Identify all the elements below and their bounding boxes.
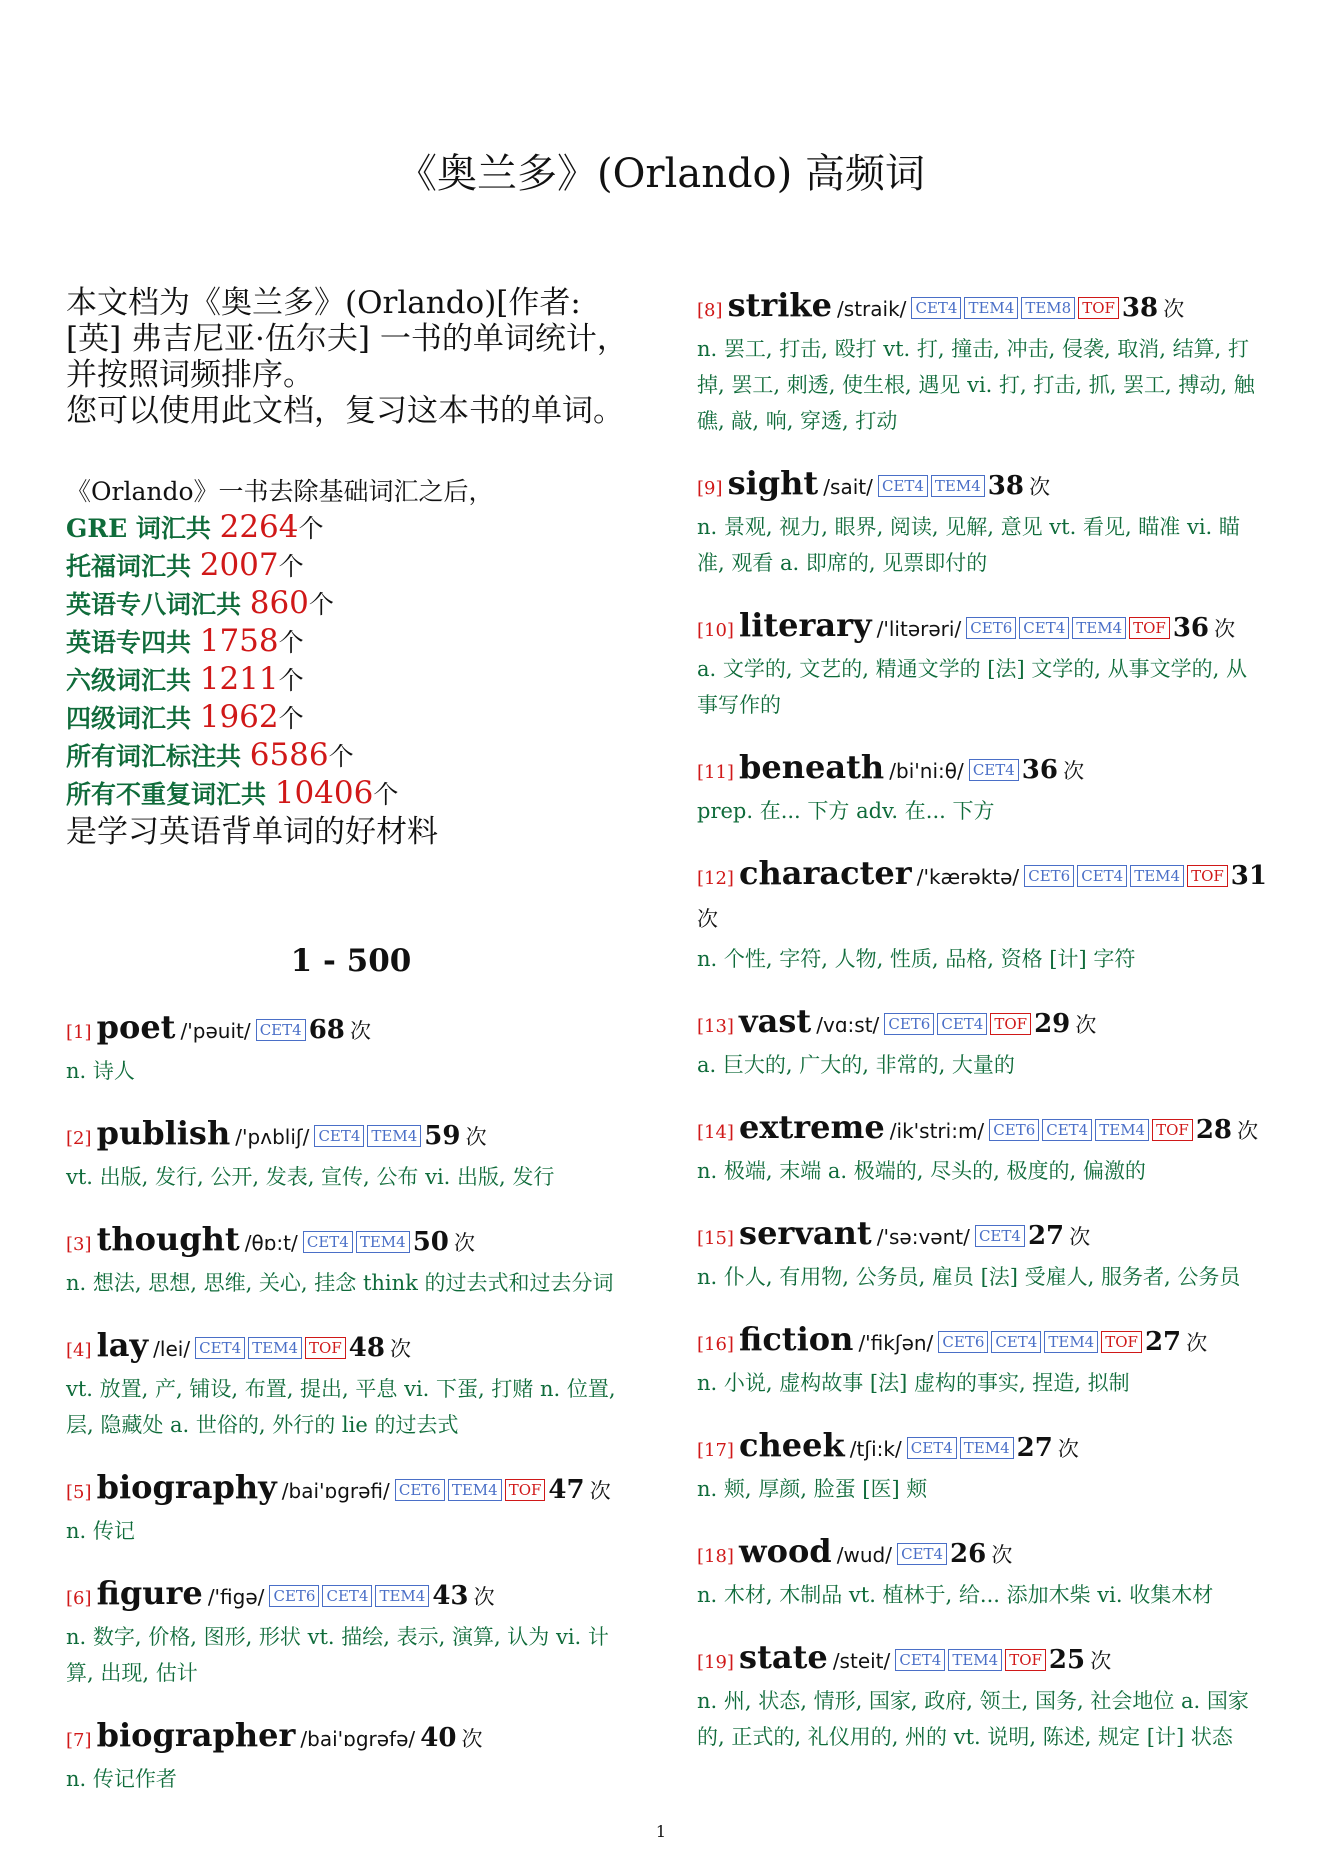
- count-suffix: 次: [1069, 1225, 1091, 1249]
- entry-head: [66, 1007, 636, 1053]
- frequency-count: 59: [424, 1121, 461, 1151]
- count-suffix: 次: [1163, 297, 1185, 321]
- definition: n. 州, 状态, 情形, 国家, 政府, 领土, 国务, 社会地位 a. 国家的, 正式的, 礼仪用的, 州的 vt. 说明, 陈述, 规定 [计] 状态: [697, 1689, 1249, 1749]
- stat-number: 2264: [219, 509, 299, 545]
- phonetic: /'kærəktə/: [916, 865, 1020, 889]
- definition: n. 数字, 价格, 图形, 形状 vt. 描绘, 表示, 演算, 认为 vi. 计算, 出现, 估计: [66, 1625, 609, 1685]
- entry-head: [66, 1113, 636, 1159]
- entry-index: [16]: [697, 1334, 734, 1355]
- phonetic: /'pəuit/: [180, 1019, 251, 1043]
- stat-line: [66, 509, 636, 547]
- definition: a. 巨大的, 广大的, 非常的, 大量的: [697, 1053, 1015, 1077]
- phonetic: /steit/: [832, 1649, 891, 1673]
- stat-unit: 个: [278, 628, 304, 657]
- definition: n. 小说, 虚构故事 [法] 虚构的事实, 捏造, 拟制: [697, 1371, 1130, 1395]
- stat-unit: 个: [308, 590, 334, 619]
- word-entry: [697, 1213, 1267, 1295]
- phonetic: /bai'ɒgrəfə/: [300, 1727, 416, 1751]
- word-entry: [697, 1637, 1267, 1755]
- definition: n. 仆人, 有用物, 公务员, 雇员 [法] 受雇人, 服务者, 公务员: [697, 1265, 1241, 1289]
- exam-tag-cet6: CET6: [989, 1119, 1039, 1141]
- definition: n. 传记: [66, 1519, 135, 1543]
- word-entry: [697, 853, 1267, 977]
- entry-head: [697, 1213, 1267, 1259]
- stat-label: GRE 词汇共: [66, 514, 220, 543]
- definition: n. 诗人: [66, 1059, 135, 1083]
- word-entry: [66, 1573, 636, 1691]
- exam-tag-tem4: TEM4: [1044, 1331, 1098, 1353]
- frequency-count: 40: [420, 1723, 457, 1753]
- stat-line: [66, 737, 636, 775]
- headword: poet: [96, 1008, 176, 1046]
- phonetic: /bai'ɒgrəfi/: [281, 1479, 390, 1503]
- entry-index: [15]: [697, 1228, 734, 1249]
- frequency-count: 29: [1034, 1009, 1071, 1039]
- stats-lead: 《Orlando》一书去除基础词汇之后，: [66, 477, 494, 506]
- stat-label: 四级词汇共: [66, 704, 200, 733]
- entry-head: [697, 1319, 1267, 1365]
- entry-index: [19]: [697, 1652, 734, 1673]
- exam-tag-tem4: TEM4: [248, 1337, 302, 1359]
- word-entry: [66, 1219, 636, 1301]
- word-entry: [697, 1107, 1267, 1189]
- stat-label: 英语专八词汇共: [66, 590, 250, 619]
- stat-number: 1962: [199, 699, 279, 735]
- page-number: 1: [655, 1822, 667, 1841]
- stat-unit: 个: [328, 742, 354, 771]
- word-entry: [66, 1007, 636, 1089]
- stat-line: [66, 775, 636, 813]
- stat-line: [66, 623, 636, 661]
- entry-head: [697, 1637, 1267, 1683]
- entry-head: [697, 605, 1267, 651]
- left-column: [66, 285, 636, 1821]
- exam-tag-cet4: CET4: [314, 1125, 364, 1147]
- headword: lay: [96, 1326, 149, 1364]
- exam-tag-tof: TOF: [305, 1337, 346, 1359]
- stat-label: 所有词汇标注共: [66, 742, 250, 771]
- exam-tag-tem4: TEM4: [367, 1125, 421, 1147]
- word-entry: [66, 1113, 636, 1195]
- count-suffix: 次: [1057, 1437, 1079, 1461]
- frequency-count: 43: [432, 1581, 469, 1611]
- exam-tag-tem4: TEM4: [964, 297, 1018, 319]
- frequency-count: 25: [1048, 1645, 1086, 1675]
- exam-tag-cet4: CET4: [322, 1585, 372, 1607]
- entry-index: [3]: [66, 1234, 92, 1255]
- entry-head: [697, 463, 1267, 509]
- exam-tag-tof: TOF: [1005, 1649, 1046, 1671]
- exam-tag-tof: TOF: [1101, 1331, 1142, 1353]
- entry-index: [4]: [66, 1340, 92, 1361]
- count-suffix: 次: [1063, 759, 1085, 783]
- intro-line: 本文档为《奥兰多》(Orlando)[作者:[英] 弗吉尼亚·伍尔夫] 一书的单词统计，并按照词频排序。: [66, 285, 628, 393]
- stat-unit: 个: [298, 514, 324, 543]
- stat-line: [66, 547, 636, 585]
- exam-tag-cet6: CET6: [966, 617, 1016, 639]
- exam-tag-tof: TOF: [1129, 617, 1170, 639]
- entry-head: [697, 285, 1267, 331]
- count-suffix: 次: [589, 1479, 611, 1503]
- frequency-count: 27: [1027, 1221, 1065, 1251]
- count-suffix: 次: [1237, 1119, 1259, 1143]
- count-suffix: 次: [991, 1543, 1013, 1567]
- word-list-left: [66, 1007, 636, 1797]
- entry-head: [66, 1219, 636, 1265]
- entry-head: [697, 853, 1267, 941]
- word-entry: [697, 1319, 1267, 1401]
- entry-head: [697, 1001, 1267, 1047]
- exam-tag-tof: TOF: [1152, 1119, 1193, 1141]
- exam-tag-cet4: CET4: [975, 1225, 1025, 1247]
- frequency-count: 26: [950, 1539, 987, 1569]
- count-suffix: 次: [465, 1125, 487, 1149]
- exam-tag-cet6: CET6: [1024, 865, 1074, 887]
- frequency-count: 38: [1121, 293, 1159, 323]
- frequency-count: 36: [1021, 755, 1058, 785]
- exam-tag-tem4: TEM4: [948, 1649, 1002, 1671]
- headword: sight: [727, 464, 819, 502]
- word-entry: [697, 1531, 1267, 1613]
- exam-tag-cet4: CET4: [969, 759, 1019, 781]
- entry-head: [66, 1573, 636, 1619]
- exam-tag-cet4: CET4: [937, 1013, 987, 1035]
- exam-tag-cet6: CET6: [884, 1013, 934, 1035]
- intro-line: 您可以使用此文档，复习这本书的单词。: [66, 393, 624, 429]
- stat-label: 所有不重复词汇共: [66, 780, 275, 809]
- headword: vast: [739, 1002, 812, 1040]
- exam-tag-tem4: TEM4: [1130, 865, 1184, 887]
- entry-head: [697, 1107, 1267, 1153]
- stat-unit: 个: [373, 780, 399, 809]
- stat-unit: 个: [278, 666, 304, 695]
- frequency-count: 68: [308, 1015, 345, 1045]
- definition: n. 木材, 木制品 vt. 植林于, 给... 添加木柴 vi. 收集木材: [697, 1583, 1214, 1607]
- frequency-count: 28: [1195, 1115, 1232, 1145]
- phonetic: /'fikʃən/: [858, 1331, 934, 1355]
- stat-number: 1758: [199, 623, 279, 659]
- definition: n. 个性, 字符, 人物, 性质, 品格, 资格 [计] 字符: [697, 947, 1136, 971]
- exam-tag-tem4: TEM4: [448, 1479, 502, 1501]
- phonetic: /vɑ:st/: [816, 1013, 880, 1037]
- entry-index: [1]: [66, 1022, 92, 1043]
- entry-index: [2]: [66, 1128, 92, 1149]
- entry-head: [697, 1531, 1267, 1577]
- exam-tag-cet4: CET4: [1077, 865, 1127, 887]
- exam-tag-tem4: TEM4: [1072, 617, 1126, 639]
- entry-index: [14]: [697, 1122, 734, 1143]
- exam-tag-tem4: TEM4: [931, 475, 985, 497]
- word-entry: [697, 285, 1267, 439]
- stat-number: 1211: [199, 661, 279, 697]
- frequency-count: 38: [987, 471, 1024, 501]
- exam-tag-cet4: CET4: [1042, 1119, 1092, 1141]
- exam-tag-cet4: CET4: [195, 1337, 245, 1359]
- definition: a. 文学的, 文艺的, 精通文学的 [法] 文学的, 从事文学的, 从事写作的: [697, 657, 1248, 717]
- intro: [66, 285, 636, 429]
- entry-head: [66, 1467, 636, 1513]
- frequency-count: 48: [348, 1333, 385, 1363]
- stat-number: 860: [249, 585, 309, 621]
- count-suffix: 次: [453, 1231, 475, 1255]
- phonetic: /lei/: [153, 1337, 191, 1361]
- phonetic: /tʃi:k/: [849, 1437, 902, 1461]
- word-entry: [66, 1715, 636, 1797]
- phonetic: /sait/: [823, 475, 873, 499]
- headword: biographer: [96, 1716, 296, 1754]
- exam-tag-cet4: CET4: [907, 1437, 957, 1459]
- phonetic: /'litərəri/: [876, 617, 962, 641]
- frequency-count: 31: [1230, 861, 1267, 891]
- definition: prep. 在... 下方 adv. 在... 下方: [697, 799, 995, 823]
- exam-tag-tem4: TEM4: [356, 1231, 410, 1253]
- frequency-count: 50: [412, 1227, 449, 1257]
- count-suffix: 次: [461, 1727, 483, 1751]
- count-suffix: 次: [1214, 617, 1236, 641]
- word-entry: [697, 605, 1267, 723]
- entry-index: [13]: [697, 1016, 734, 1037]
- phonetic: /'figə/: [207, 1585, 265, 1609]
- entry-index: [12]: [697, 868, 734, 889]
- count-suffix: 次: [1090, 1649, 1112, 1673]
- headword: state: [739, 1638, 828, 1676]
- headword: thought: [96, 1220, 240, 1258]
- exam-tag-cet4: CET4: [303, 1231, 353, 1253]
- entry-head: [697, 1425, 1267, 1471]
- frequency-count: 27: [1016, 1433, 1053, 1463]
- definition: n. 想法, 思想, 思维, 关心, 挂念 think 的过去式和过去分词: [66, 1271, 614, 1295]
- count-suffix: 次: [697, 907, 718, 931]
- exam-tag-tof: TOF: [1078, 297, 1119, 319]
- headword: biography: [96, 1468, 277, 1506]
- stat-line: [66, 661, 636, 699]
- stat-line: [66, 585, 636, 623]
- stat-line: [66, 699, 636, 737]
- exam-tag-tof: TOF: [1187, 865, 1228, 887]
- entry-head: [66, 1325, 636, 1371]
- frequency-count: 36: [1172, 613, 1210, 643]
- word-entry: [697, 463, 1267, 581]
- count-suffix: 次: [349, 1019, 371, 1043]
- entry-head: [66, 1715, 636, 1761]
- right-column: [697, 285, 1267, 1779]
- definition: vt. 出版, 发行, 公开, 发表, 宣传, 公布 vi. 出版, 发行: [66, 1165, 555, 1189]
- headword: wood: [739, 1532, 832, 1570]
- definition: n. 传记作者: [66, 1767, 177, 1791]
- entry-index: [6]: [66, 1588, 92, 1609]
- phonetic: /wud/: [836, 1543, 892, 1567]
- headword: figure: [96, 1574, 203, 1612]
- entry-index: [5]: [66, 1482, 92, 1503]
- phonetic: /'sə:vənt/: [876, 1225, 970, 1249]
- entry-index: [8]: [697, 300, 723, 321]
- entry-index: [7]: [66, 1730, 92, 1751]
- headword: cheek: [739, 1426, 845, 1464]
- word-entry: [66, 1467, 636, 1549]
- definition: vt. 放置, 产, 铺设, 布置, 提出, 平息 vi. 下蛋, 打赌 n. 位置, 层, 隐藏处 a. 世俗的, 外行的 lie 的过去式: [66, 1377, 616, 1437]
- word-entry: [697, 747, 1267, 829]
- frequency-count: 27: [1144, 1327, 1182, 1357]
- stat-number: 6586: [249, 737, 329, 773]
- page-title: 《奥兰多》(Orlando) 高频词: [397, 151, 925, 197]
- exam-tag-cet6: CET6: [269, 1585, 319, 1607]
- headword: literary: [739, 606, 872, 644]
- headword: publish: [96, 1114, 231, 1152]
- count-suffix: 次: [1075, 1013, 1097, 1037]
- headword: strike: [727, 286, 832, 324]
- stat-unit: 个: [278, 552, 304, 581]
- word-entry: [66, 1325, 636, 1443]
- exam-tag-cet4: CET4: [911, 297, 961, 319]
- entry-index: [10]: [697, 620, 734, 641]
- count-suffix: 次: [390, 1337, 412, 1361]
- headword: servant: [739, 1214, 872, 1252]
- entry-head: [697, 747, 1267, 793]
- exam-tag-cet4: CET4: [991, 1331, 1041, 1353]
- stat-number: 10406: [274, 775, 374, 811]
- phonetic: /ik'stri:m/: [889, 1119, 985, 1143]
- entry-index: [11]: [697, 762, 734, 783]
- entry-index: [9]: [697, 478, 723, 499]
- phonetic: /straik/: [837, 297, 907, 321]
- exam-tag-cet6: CET6: [395, 1479, 445, 1501]
- exam-tag-cet4: CET4: [878, 475, 928, 497]
- phonetic: /'pʌbliʃ/: [235, 1125, 310, 1149]
- exam-tag-tem4: TEM4: [375, 1585, 429, 1607]
- exam-tag-cet4: CET4: [1019, 617, 1069, 639]
- phonetic: /bi'ni:θ/: [889, 759, 964, 783]
- stat-number: 2007: [199, 547, 279, 583]
- exam-tag-cet6: CET6: [938, 1331, 988, 1353]
- headword: beneath: [739, 748, 885, 786]
- entry-index: [17]: [697, 1440, 734, 1461]
- count-suffix: 次: [473, 1585, 495, 1609]
- count-suffix: 次: [1186, 1331, 1208, 1355]
- stat-label: 英语专四共: [66, 628, 200, 657]
- exam-tag-tof: TOF: [505, 1479, 546, 1501]
- word-entry: [697, 1001, 1267, 1083]
- definition: n. 罢工, 打击, 殴打 vt. 打, 撞击, 冲击, 侵袭, 取消, 结算, 打掉, 罢工, 刺透, 使生根, 遇见 vi. 打, 打击, 抓, 罢工, 搏动, 触礁, 敲, 响, 穿透, 打动: [697, 337, 1255, 433]
- stat-label: 托福词汇共: [66, 552, 200, 581]
- phonetic: /θɒ:t/: [244, 1231, 298, 1255]
- exam-tag-tem4: TEM4: [960, 1437, 1014, 1459]
- definition: n. 颊, 厚颜, 脸蛋 [医] 颊: [697, 1477, 928, 1501]
- definition: n. 景观, 视力, 眼界, 阅读, 见解, 意见 vt. 看见, 瞄准 vi. 瞄准, 观看 a. 即席的, 见票即付的: [697, 515, 1240, 575]
- headword: character: [739, 854, 912, 892]
- frequency-count: 47: [548, 1475, 585, 1505]
- exam-tag-cet4: CET4: [895, 1649, 945, 1671]
- exam-tag-cet4: CET4: [897, 1543, 947, 1565]
- exam-tag-cet4: CET4: [256, 1019, 306, 1041]
- exam-tag-tem8: TEM8: [1021, 297, 1075, 319]
- range-heading: 1 - 500: [290, 943, 412, 979]
- exam-tag-tof: TOF: [990, 1013, 1031, 1035]
- stat-label: 六级词汇共: [66, 666, 200, 695]
- vocab-stats: [66, 475, 636, 851]
- word-list-right: [697, 285, 1267, 1755]
- stat-unit: 个: [278, 704, 304, 733]
- stats-lines: [66, 509, 636, 813]
- entry-index: [18]: [697, 1546, 734, 1567]
- stats-tail: 是学习英语背单词的好材料: [66, 814, 438, 850]
- word-entry: [697, 1425, 1267, 1507]
- headword: extreme: [739, 1108, 885, 1146]
- exam-tag-tem4: TEM4: [1095, 1119, 1149, 1141]
- definition: n. 极端, 末端 a. 极端的, 尽头的, 极度的, 偏激的: [697, 1159, 1146, 1183]
- count-suffix: 次: [1029, 475, 1051, 499]
- headword: fiction: [739, 1320, 854, 1358]
